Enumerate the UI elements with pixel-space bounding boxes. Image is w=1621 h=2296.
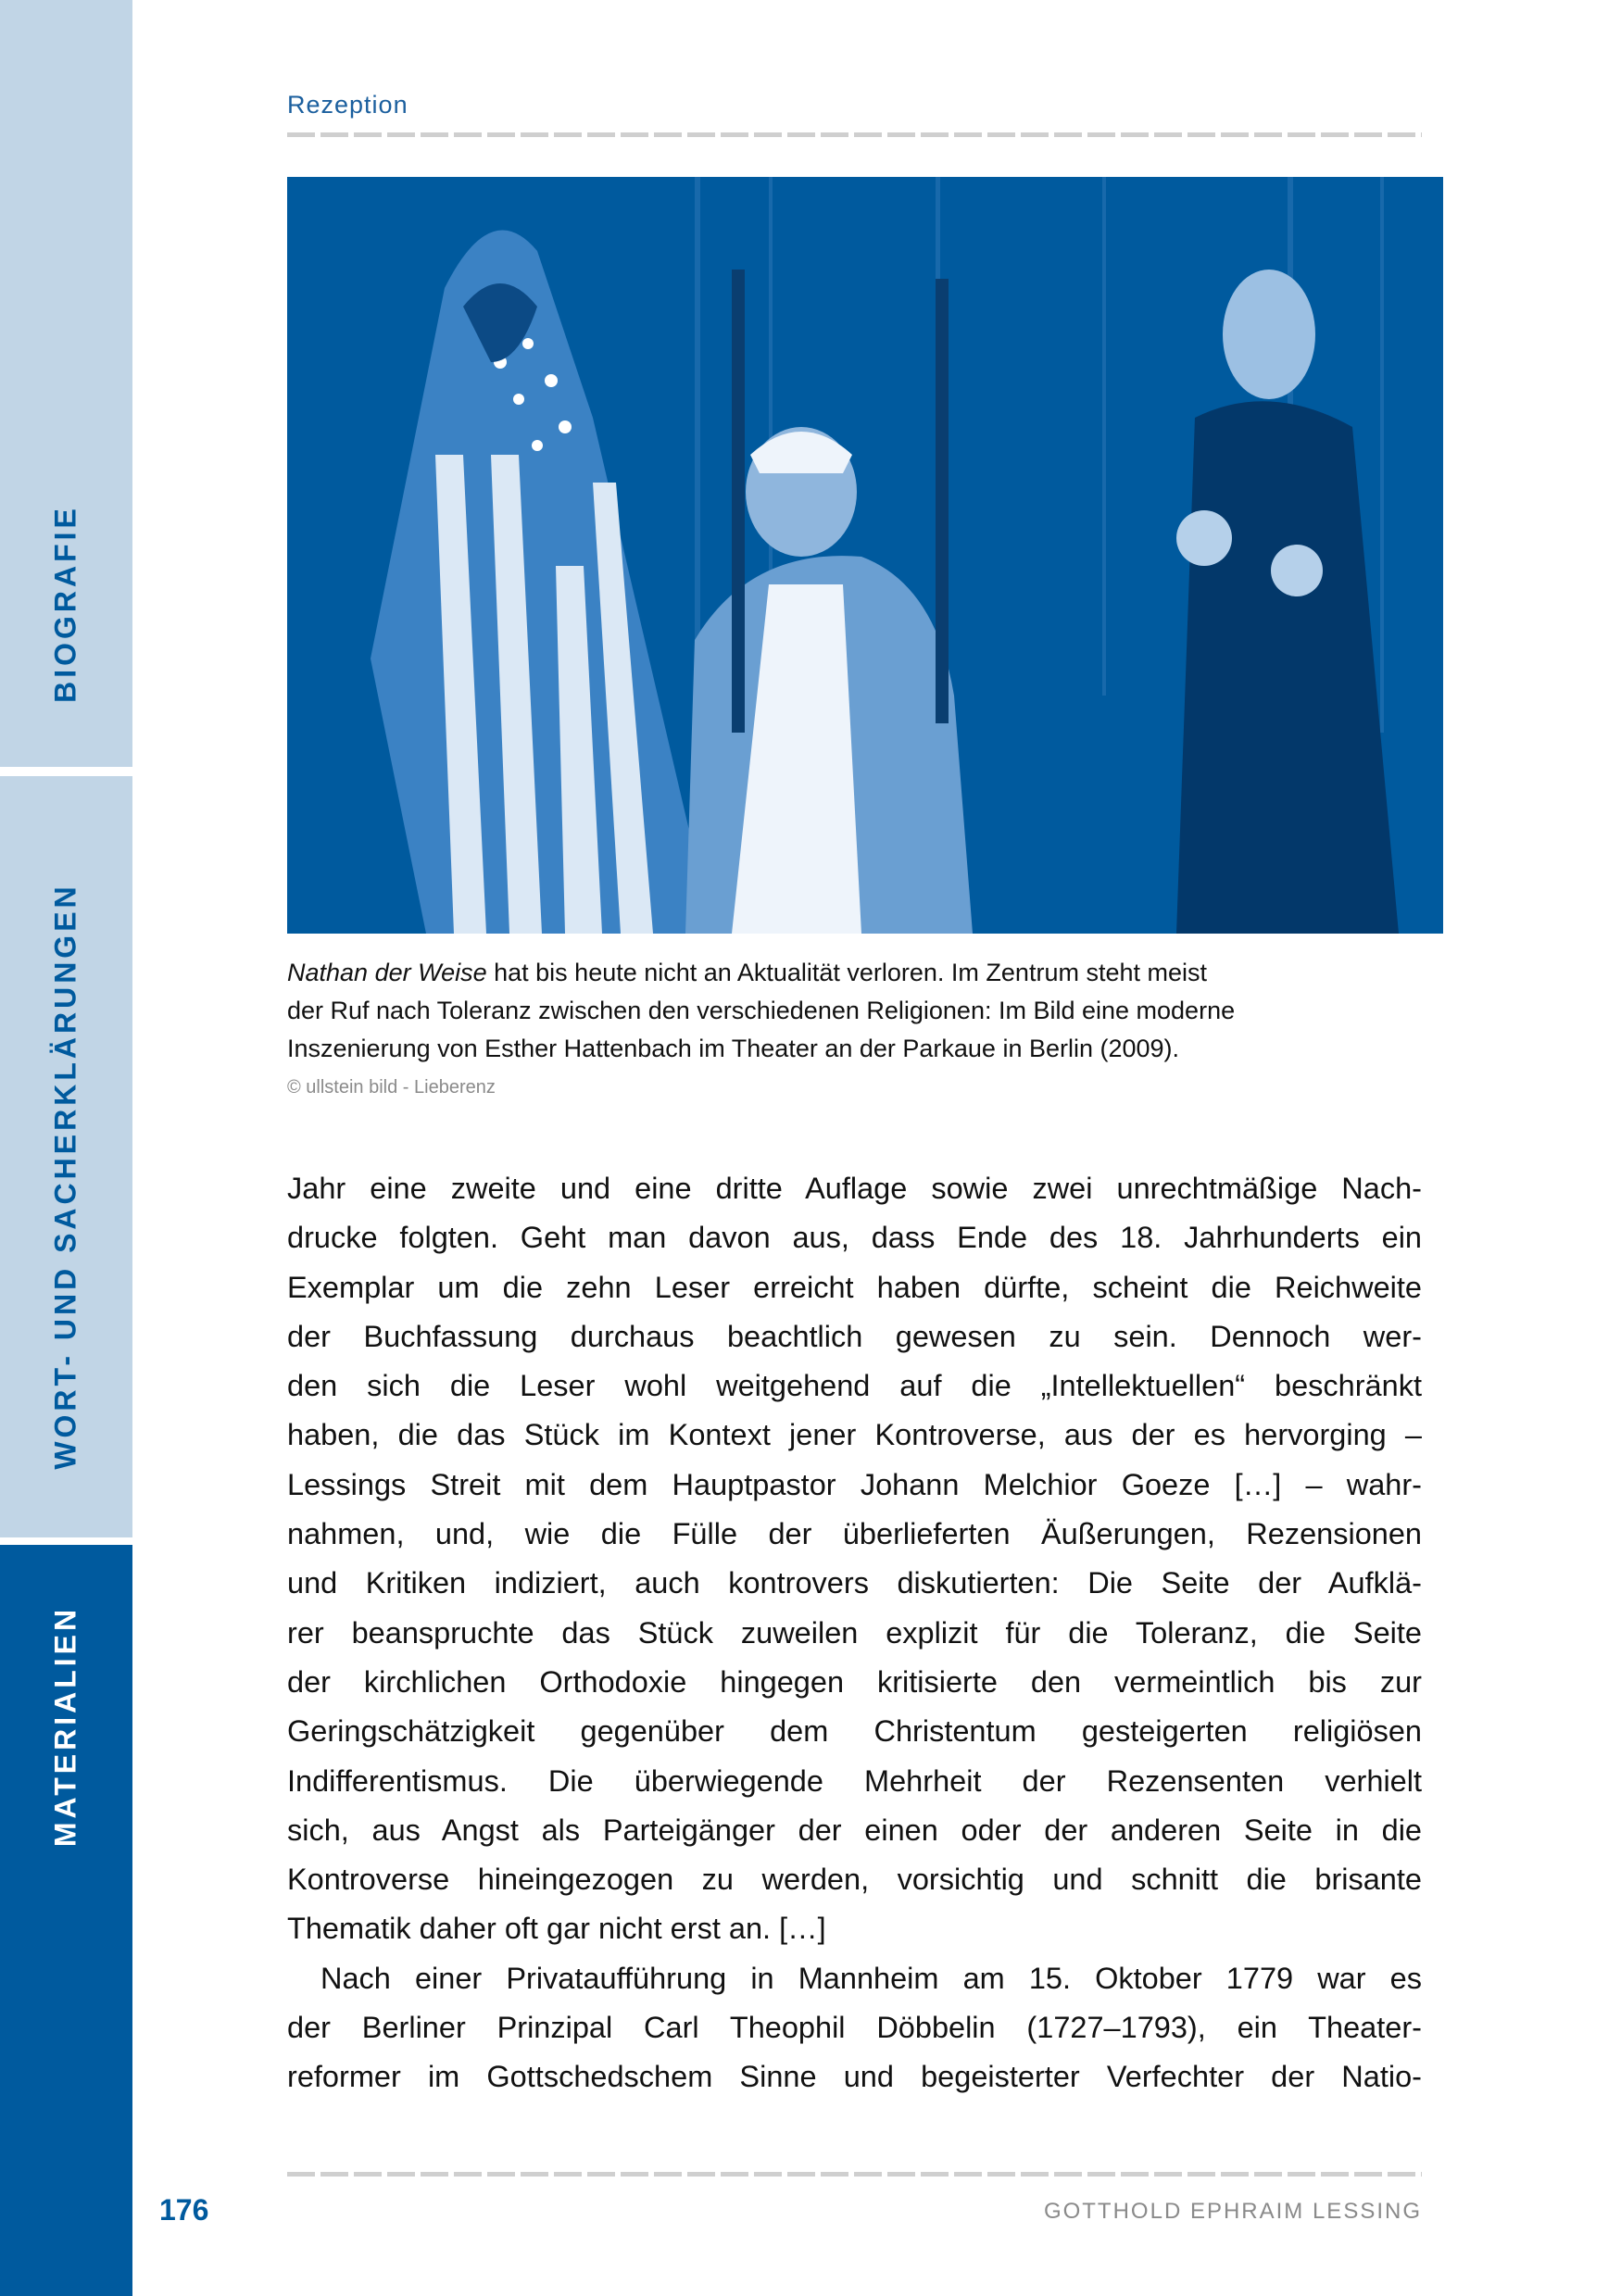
footer-divider — [287, 2172, 1422, 2177]
tab-label: MATERIALIEN — [48, 1605, 82, 1848]
header-divider — [287, 132, 1422, 137]
sidebar-tab-wort-und-sacherklaerungen[interactable] — [0, 776, 132, 1537]
page-number: 176 — [159, 2193, 209, 2227]
photo-credit: © ullstein bild - Lieberenz — [287, 1077, 496, 1098]
theater-photo — [287, 177, 1443, 934]
tab-label: WORT- UND SACHERKLÄRUNGEN — [48, 883, 82, 1470]
sidebar-tab-materialien[interactable] — [0, 1545, 132, 2296]
figure-caption: Nathan der Weise hat bis heute nicht an Aktualität verloren. Im Zentrum steht meist der Ruf nach Toleranz zwischen den verschiedenen Religionen: Im Bild eine moderne Inszenierung von Esther Hattenbach im Theater an der Parkaue in Berlin (2009). — [287, 959, 1236, 1062]
sidebar-tab-biografie[interactable] — [0, 0, 132, 767]
running-head: Rezeption — [287, 91, 408, 119]
tab-label: BIOGRAFIE — [48, 505, 82, 703]
body-text: Jahr eine zweite und eine dritte Auflage sowie zwei unrechtmäßige Nach- drucke folgten. Geht man davon aus, dass Ende des 18. Jahrhunderts ein Exemplar um die zehn Leser erreicht haben dürfte, scheint die Reichweite der Buchfassung durchaus beachtlich gewesen zu sein. Dennoch wer- den sich die Leser wohl weitgehend auf die „Intellektuellen“ beschränkt haben, die das Stück im Kontext jener Kontroverse, aus der es hervorging – Lessings Streit mit dem Hauptpastor Johann Melchior Goeze […] – wahr- nahmen, und, wie die Fülle der überlieferten Äußerungen, Rezensionen und Kritiken indiziert, auch kontrovers diskutierten: Die Seite der Aufklä- rer beanspruchte das Stück zuweilen explizit für die Toleranz, die Seite der kirchlichen Orthodoxie hingegen kritisierte den vermeintlich bis zur Geringschätzigkeit gegenüber dem Christentum gesteigerten religiösen Indifferentismus. Die überwiegende Mehrheit der Rezensenten verhielt sich, aus Angst als Parteigänger der einen oder der anderen Seite in die Kontroverse hineingezogen zu werden, vorsichtig und schnitt die brisante Thematik daher oft gar nicht erst an. […] Nach einer Privataufführung in Mannheim am 15. Oktober 1779 war es der Berliner Prinzipal Carl Theophil Döbbelin (1727–1793), ein Theater- reformer im Gottschedschem Sinne und begeisterter Verfechter der Natio- — [287, 1172, 1422, 2094]
book-title: GOTTHOLD EPHRAIM LESSING — [1043, 2199, 1422, 2224]
caption-title: Nathan der Weise — [287, 959, 487, 986]
